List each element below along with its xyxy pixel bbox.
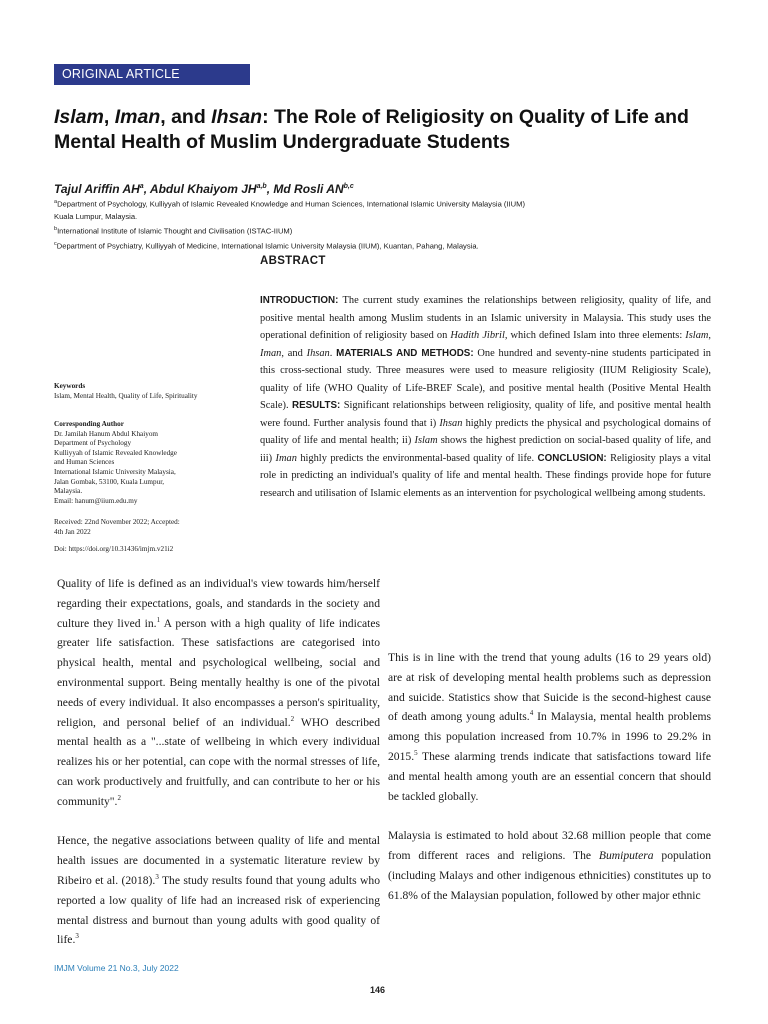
affil-text: International Institute of Islamic Thought and Civilisation (ISTAC-IIUM) [57, 226, 293, 236]
abstract-term: Islam [414, 435, 438, 446]
body-term: Bumiputera [598, 848, 654, 862]
body-text: WHO described mental health as a "...state of wellbeing in which every individual realizes his or her potential, can cope with the normal stresses of life, can work productively and fruitfully, and can contribute to her or his community". [57, 715, 380, 808]
body-column-right-content [388, 648, 711, 925]
affil-text: Department of Psychology, Kulliyyah of Islamic Revealed Knowledge and Human Sciences, International Islamic University Malaysia (IIUM) [57, 199, 525, 209]
body-text: A person with a high quality of life indicates greater life satisfaction. These satisfactions are categorised into physical health, mental and psychological wellbeing, social and environmental support. Being mentally healthy is one of the pivotal needs of every individual. It also encompasses a person's spirituality, religion, and personal belief of an individual. [57, 616, 380, 729]
journal-footer: IMJM Volume 21 No.3, July 2022 [54, 963, 179, 973]
abstract-text: The current study examines the relationships between religiosity, quality of life, and positive mental health among Muslim students in an Islamic university in Malaysia. This study uses the operational definition of religiosity based on [260, 295, 711, 341]
body-text: Hence, the negative associations between quality of life and mental health issues are documented in a systematic literature review by Ribeiro et al. (2018). [57, 834, 380, 887]
keywords-label: Keywords [54, 382, 86, 390]
abstract-text: . [329, 347, 337, 359]
body-text: population (including Malays and other indigenous ethnicities) constitutes up to 61.8% of the Malaysian population, followed by other major ethnic [388, 848, 711, 902]
corr-name: Dr. Jamilah Hanum Abdul Khaiyom [54, 429, 159, 438]
body-column-left [57, 574, 380, 970]
results-label: RESULTS: [292, 400, 341, 411]
affiliation-a [54, 196, 714, 211]
abstract-term: Islam [685, 330, 709, 341]
received-line: 4th Jan 2022 [54, 527, 91, 536]
affiliation-c [54, 238, 714, 253]
affil-text: Department of Psychiatry, Kulliyyah of Medicine, International Islamic University Malaysia (IIUM), Kuantan, Pahang, Malaysia. [56, 241, 479, 251]
corr-line: International Islamic University Malaysia, [54, 467, 176, 476]
affiliations [54, 196, 714, 253]
abstract-term: Ihsan [306, 347, 330, 359]
received-line: Received: 22nd November 2022; Accepted: [54, 518, 180, 526]
corresponding-author-label: Corresponding Author [54, 420, 124, 428]
keywords-block [54, 382, 224, 401]
citation-ref[interactable]: 2 [290, 714, 295, 723]
corr-line: Jalan Gombak, 53100, Kuala Lumpur, [54, 477, 165, 486]
received-dates [54, 518, 224, 537]
author-1: Tajul Ariffin AH [54, 182, 140, 196]
corr-line: Kulliyyah of Islamic Revealed Knowledge [54, 448, 177, 457]
author-list [54, 179, 724, 197]
abstract-text: Significant relationships between religiosity, quality of life, and positive mental health were found. Further analysis found that i) [260, 400, 711, 429]
corr-line: and Human Sciences [54, 458, 115, 467]
citation-ref[interactable]: 2 [117, 793, 121, 802]
title-ihsan: Ihsan [211, 106, 263, 128]
abstract-term: Ihsan [439, 417, 463, 429]
paragraph-2 [57, 831, 380, 950]
affil-text: Kuala Lumpur, Malaysia. [54, 211, 138, 221]
affil-mark: b [54, 226, 58, 233]
citation-ref[interactable]: 3 [155, 873, 159, 882]
affiliation-b [54, 223, 714, 238]
paragraph-4 [388, 826, 711, 905]
title-rest: : The Role of Religiosity on Quality of Life and Mental Health of Muslim Undergraduate Students [54, 106, 689, 153]
citation-ref[interactable]: 5 [414, 749, 418, 758]
abstract-text: which defined Islam into three elements: [507, 330, 686, 341]
body-text: Malaysia is estimated to hold about 32.68 million people that come from different races and religions. The [388, 829, 711, 862]
affil-mark: a [54, 199, 58, 205]
methods-label: MATERIALS AND METHODS: [336, 347, 474, 359]
abstract-text: One hundred and seventy-nine students participated in this cross-sectional study. Three measures were used to measure religiosity (IIUM Religiosity Scale), quality of life (WHO Quality of Life-BREF Scale), and positive mental health (Positive Mental Health Scale). [260, 347, 712, 411]
abstract-term: Iman [260, 347, 282, 359]
body-text: In Malaysia, mental health problems among this population increased from 10.7% in 1996 to 29.2% in 2015. [388, 710, 711, 763]
title-sep: , and [160, 106, 212, 128]
body-text: These alarming trends indicate that satisfactions toward life and mental health among youth are an essential concern that should be tackled globally. [388, 749, 711, 803]
affiliation-a-cont [54, 211, 714, 223]
author-3-affil: b,c [343, 183, 354, 190]
citation-ref[interactable]: 1 [156, 615, 161, 624]
title-sep: , [103, 106, 115, 128]
abstract-text: , and [281, 347, 307, 359]
conclusion-label: CONCLUSION: [537, 452, 607, 464]
abstract-body [260, 292, 711, 502]
author-2: , Abdul Khaiyom JH [143, 182, 257, 196]
author-1-affil: a [139, 183, 144, 190]
citation-ref[interactable]: 3 [75, 932, 79, 941]
corr-email[interactable]: Email: hanum@iium.edu.my [54, 496, 138, 505]
affil-mark: c [54, 241, 57, 248]
abstract-text: highly predicts the environmental-based quality of life. [296, 452, 538, 464]
article-title [54, 105, 724, 155]
abstract-heading: ABSTRACT [260, 255, 326, 267]
doi[interactable]: Doi: https://doi.org/10.31436/imjm.v21i2 [54, 545, 174, 553]
abstract-text: highly predicts the physical and psychological domains of quality of life and mental health; ii) [260, 417, 711, 446]
body-text: Quality of life is defined as an individual's view towards him/herself regarding their expectations, goals, and standards in the society and culture they lived in. [57, 577, 380, 630]
article-type-banner: ORIGINAL ARTICLE [54, 64, 250, 85]
abstract-term: Iman [275, 452, 297, 464]
abstract-text: shows the highest prediction on social-based quality of life, and iii) [260, 435, 711, 464]
keywords-list: Islam, Mental Health, Quality of Life, Spirituality [54, 391, 198, 400]
page-number: 146 [370, 985, 386, 995]
author-2-affil: a,b [256, 183, 267, 190]
author-3: , Md Rosli AN [266, 182, 344, 196]
paragraph-3 [388, 648, 711, 806]
body-text: This is in line with the trend that young adults (16 to 29 years old) are at risk of developing mental health problems such as depression and suicide. Statistics show that Suicide is the second-highest cause of death among young adults. [388, 651, 711, 724]
corresponding-author-block [54, 420, 224, 506]
abstract-term: Hadith Jibril, [450, 330, 508, 341]
corr-line: Department of Psychology [54, 439, 132, 448]
abstract-text: Religiosity plays a vital role in predicting an individual's quality of life and mental health. These findings provide hope for future research and utilisation of Islamic elements as an intervention for psychological wellbeing among students. [260, 452, 711, 499]
paragraph-1 [57, 574, 380, 812]
title-iman: Iman [114, 106, 161, 128]
title-islam: Islam [54, 106, 104, 128]
citation-ref[interactable]: 4 [529, 709, 534, 718]
abstract-text: , [708, 330, 711, 341]
body-text: The study results found that young adults who reported a low quality of life had an increased risk of experiencing mental distress and burnout than young adults with good quality of life. [57, 873, 380, 947]
corr-line: Malaysia. [54, 487, 83, 496]
intro-label: INTRODUCTION: [260, 295, 339, 306]
